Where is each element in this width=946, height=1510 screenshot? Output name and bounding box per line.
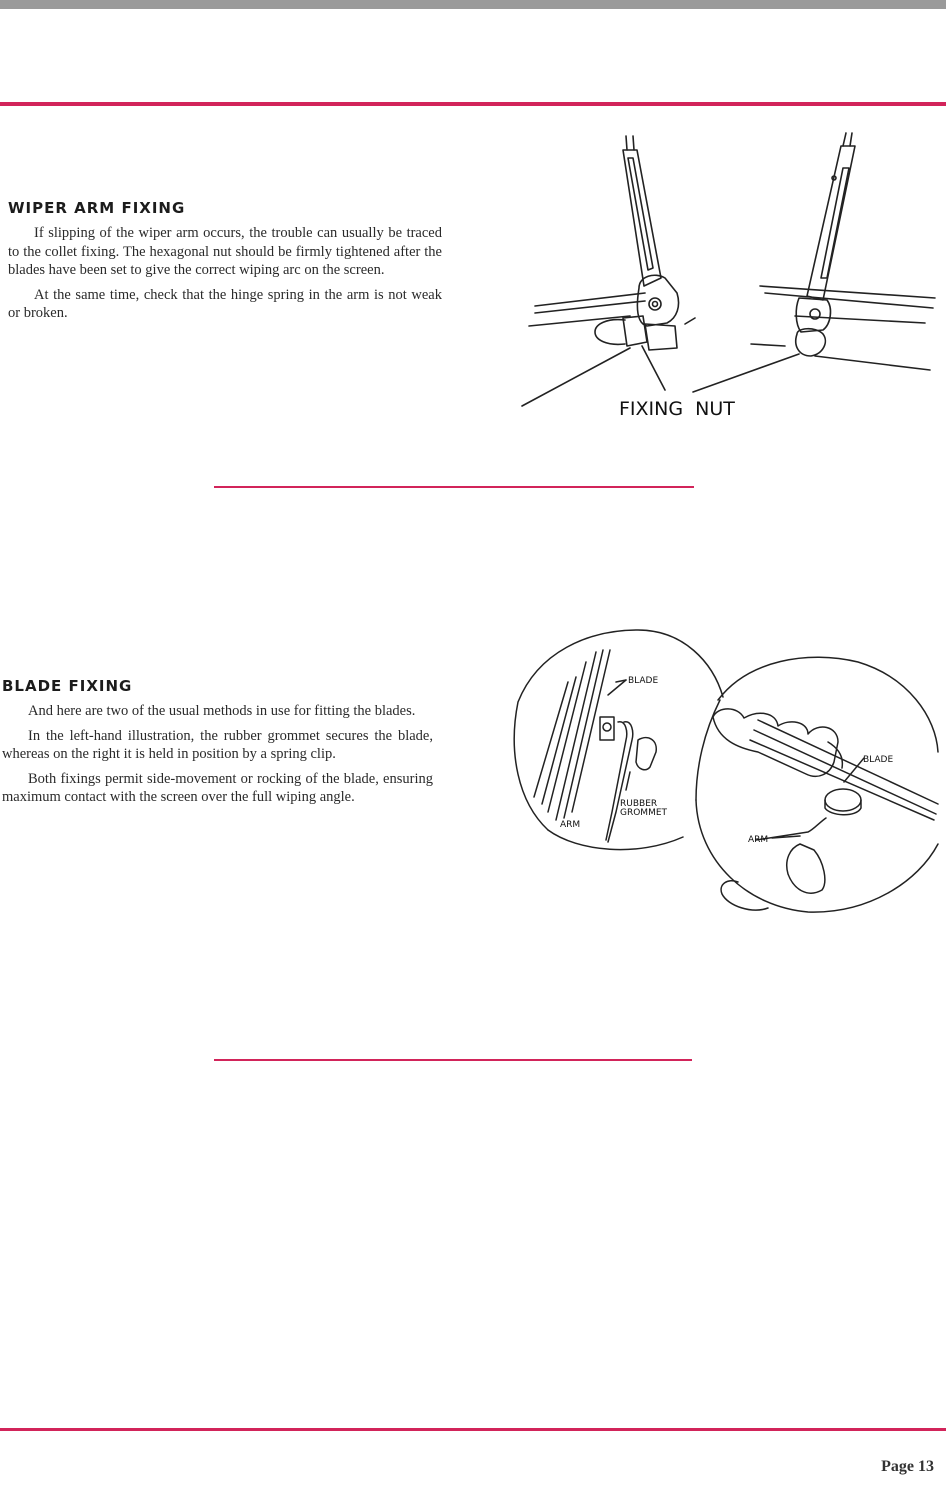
top-divider-rule — [0, 102, 946, 106]
bottom-divider-rule — [0, 1428, 946, 1431]
fixing-nut-label: FIXING NUT — [619, 398, 735, 420]
wiper-arm-paragraph-1: If slipping of the wiper arm occurs, the trouble can usually be traced to the collet fixing. The hexagonal nut should be firmly tightened after the blades have been set to give the correct wiping arc on the screen. — [8, 225, 442, 278]
blade-label-right: BLADE — [863, 755, 894, 765]
arm-label-right: ARM — [748, 835, 769, 845]
rubber-grommet-label-line1: RUBBER — [620, 799, 658, 809]
arm-label-left: ARM — [560, 820, 581, 830]
rubber-grommet-label-line2: GROMMET — [620, 808, 668, 818]
blade-fixing-illustration — [508, 622, 944, 920]
blade-fixing-text — [2, 702, 433, 813]
wiper-arm-paragraph-2: At the same time, check that the hinge spring in the arm is not weak or broken. — [8, 286, 442, 321]
wiper-arm-heading: WIPER ARM FIXING — [8, 199, 186, 217]
top-scan-bar — [0, 0, 946, 9]
blade-paragraph-1: And here are two of the usual methods in use for fitting the blades. — [28, 703, 416, 719]
wiper-arm-fixing-illustration — [515, 128, 940, 428]
blade-paragraph-3: Both fixings permit side-movement or rocking of the blade, ensuring maximum contact with the screen over the full wiping angle. — [2, 770, 433, 805]
section-divider-rule — [214, 486, 694, 488]
blade-label-left: BLADE — [628, 676, 659, 686]
blade-paragraph-2: In the left-hand illustration, the rubber grommet secures the blade, whereas on the right it is held in position by a spring clip. — [2, 727, 433, 762]
page-number: Page 13 — [881, 1458, 934, 1475]
wiper-arm-text — [8, 224, 442, 329]
section-divider-rule-2 — [214, 1059, 692, 1061]
blade-fixing-heading: BLADE FIXING — [2, 677, 133, 695]
